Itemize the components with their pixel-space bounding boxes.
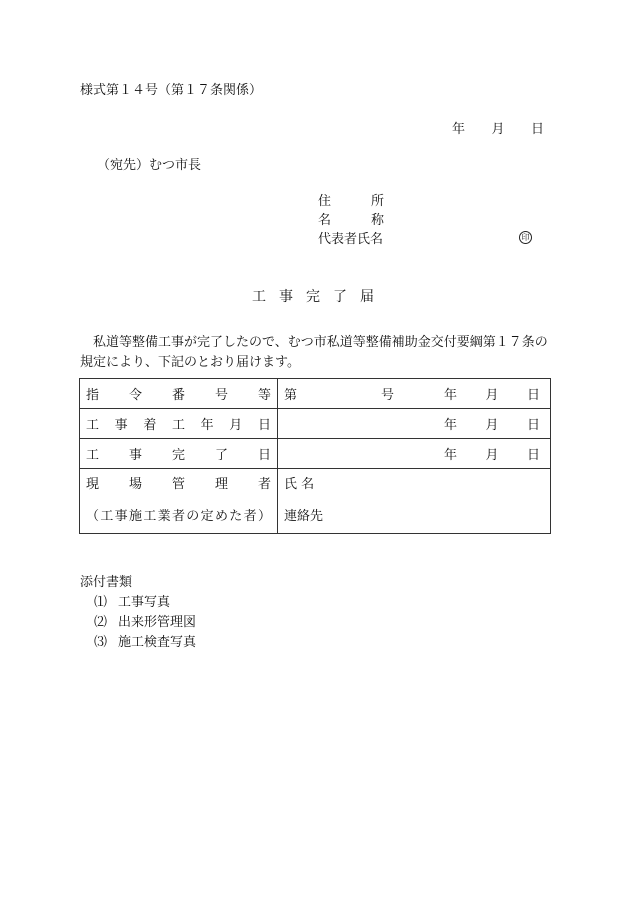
applicant-representative-row (318, 230, 384, 249)
applicant-name-row (318, 211, 384, 230)
representative-label: 代表者氏名 (318, 232, 384, 247)
date-day-label: 日 (530, 122, 544, 137)
site-manager-label: 現 場 管 理 者 （ 工 事 施 工 業 者 の 定 め た 者 ） (80, 469, 278, 534)
document-title: 工 事 完 了 届 (252, 289, 374, 305)
table-row (80, 379, 551, 409)
table-row (80, 409, 551, 439)
list-item: ⑴ 工事写真 (94, 595, 171, 610)
start-date-value[interactable]: 年 月 日 (278, 409, 551, 439)
date-month-label: 月 (491, 122, 505, 137)
start-date-label: 工 事 着 工 年 月 日 (80, 409, 278, 439)
table-row (80, 439, 551, 469)
name-label: 名 称 (318, 213, 384, 228)
table-row (80, 469, 551, 534)
list-item: ⑵ 出来形管理図 (94, 615, 197, 630)
list-item: ⑶ 施工検査写真 (94, 635, 197, 650)
form-number: 様式第１４号（第１７条関係） (80, 83, 263, 98)
attachments (80, 573, 196, 653)
completion-date-value[interactable]: 年 月 日 (278, 439, 551, 469)
manager-name-label: 氏 名 (284, 477, 315, 492)
date-year-label: 年 (452, 122, 466, 137)
address-label: 住 所 (318, 194, 384, 209)
manager-contact-label: 連絡先 (284, 509, 324, 524)
completion-date-label: 工 事 完 了 日 (80, 439, 278, 469)
seal-icon: 印 (519, 231, 532, 244)
attachments-heading: 添付書類 (80, 575, 133, 590)
body-text: 私道等整備工事が完了したので、むつ市私道等整備補助金交付要綱第１７条の規定により、下記のとおり届けます。 (80, 335, 548, 370)
applicant-block (318, 192, 384, 249)
site-manager-value[interactable] (278, 469, 551, 534)
addressee: （宛先）むつ市長 (97, 158, 202, 173)
submission-date (452, 118, 544, 137)
site-manager-sublabel: （ 工 事 施 工 業 者 の 定 め た 者 ） (86, 509, 271, 524)
order-number-label: 指 令 番 号 等 (80, 379, 278, 409)
order-number-value[interactable]: 第 号 年 月 日 (278, 379, 551, 409)
completion-table (79, 378, 551, 534)
applicant-address-row (318, 192, 384, 211)
